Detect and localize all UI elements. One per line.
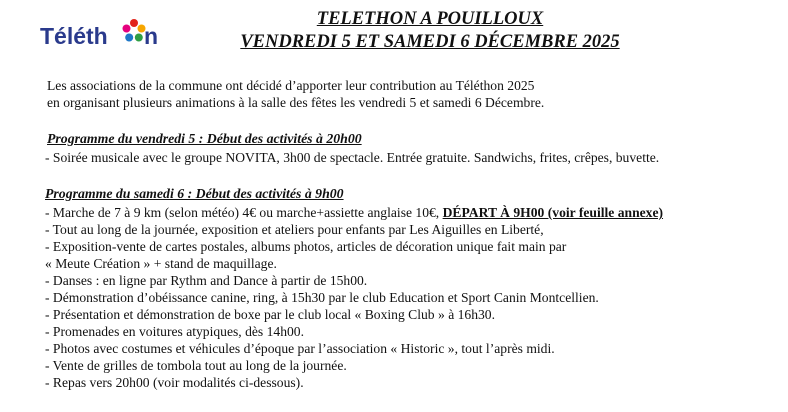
saturday-item: - Repas vers 20h00 (voir modalités ci-dessous). — [45, 375, 304, 390]
saturday-item: - Tout au long de la journée, exposition et ateliers pour enfants par Les Aiguilles en Liberté, — [45, 222, 544, 237]
intro-paragraph — [47, 77, 544, 111]
saturday-item: - Danses : en ligne par Rythm and Dance à partir de 15h00. — [45, 273, 368, 288]
logo-text-right: n — [144, 23, 159, 49]
intro-line-2: en organisant plusieurs animations à la salle des fêtes les vendredi 5 et samedi 6 Décembre. — [47, 95, 545, 110]
saturday-item: - Promenades en voitures atypiques, dès 14h00. — [45, 324, 304, 339]
intro-line-1: Les associations de la commune ont décidé d’apporter leur contribution au Téléthon 2025 — [47, 78, 535, 93]
saturday-item: « Meute Création » + stand de maquillage. — [45, 256, 277, 271]
saturday-item: - Exposition-vente de cartes postales, albums photos, articles de décoration unique fait main par — [45, 239, 567, 254]
walk-departure-bold: DÉPART À 9H00 (voir feuille annexe) — [442, 205, 664, 220]
saturday-item-walk — [45, 204, 663, 221]
page-title-line2: VENDREDI 5 ET SAMEDI 6 DÉCEMBRE 2025 — [240, 32, 620, 52]
saturday-item: - Photos avec costumes et véhicules d’époque par l’association « Historic », tout l’après midi. — [45, 341, 555, 356]
saturday-heading: Programme du samedi 6 : Début des activités à 9h00 — [45, 186, 344, 201]
logo-o-petals-icon — [123, 19, 146, 42]
telethon-logo — [40, 14, 164, 50]
saturday-item: - Démonstration d’obéissance canine, ring, à 15h30 par le club Education et Sport Canin Montcellien. — [45, 290, 599, 305]
walk-text: - Marche de 7 à 9 km (selon météo) 4€ ou marche+assiette anglaise 10€, — [45, 205, 443, 220]
page-title-line1: TELETHON A POUILLOUX — [316, 9, 544, 29]
logo-text-left: Téléth — [40, 23, 108, 49]
saturday-item: - Présentation et démonstration de boxe par le club local « Boxing Club » à 16h30. — [45, 307, 496, 322]
friday-heading: Programme du vendredi 5 : Début des activités à 20h00 — [47, 131, 362, 146]
friday-item: - Soirée musicale avec le groupe NOVITA, 3h00 de spectacle. Entrée gratuite. Sandwichs, frites, crêpes, buvette. — [45, 150, 660, 165]
saturday-item: - Vente de grilles de tombola tout au long de la journée. — [45, 358, 347, 373]
